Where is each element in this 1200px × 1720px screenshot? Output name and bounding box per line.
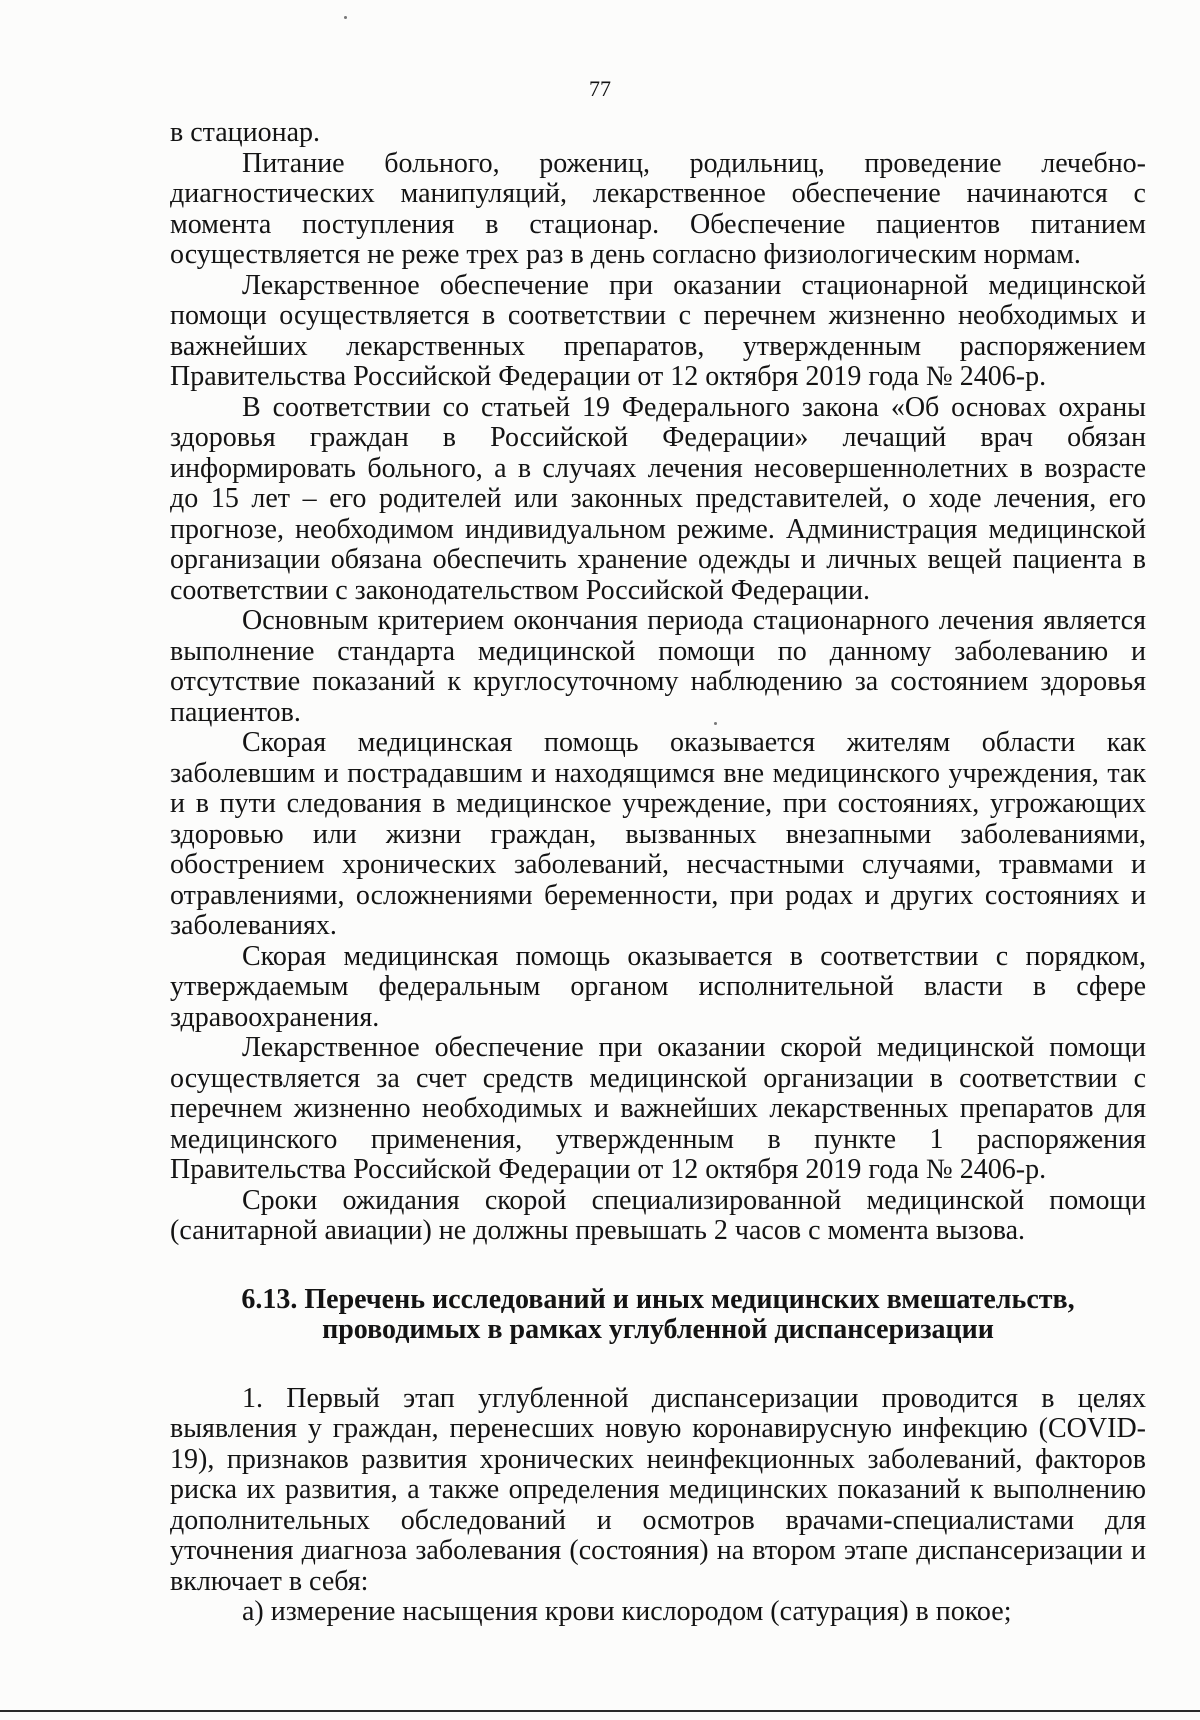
document-body [170, 118, 1146, 1628]
section-heading [170, 1285, 1146, 1346]
paragraph: Скорая медицинская помощь оказывается жителям области как заболевшим и пострадавшим и находящимся вне медицинского учреждения, так и в пути следования в медицинское учреждение, при состояниях, угрожающих здоровью или жизни граждан, вызванных внезапными заболеваниями, обострением хронических заболеваний, несчастными случаями, травмами и отравлениями, осложнениями беременности, при родах и других состояниях и заболеваниях. [170, 727, 1146, 941]
paragraph: в стационар. [170, 117, 321, 148]
page-number: 77 [589, 76, 611, 101]
paragraph: Сроки ожидания скорой специализированной медицинской помощи (санитарной авиации) не должны превышать 2 часов с момента вызова. [170, 1184, 1146, 1246]
paragraph: Питание больного, рожениц, родильниц, проведение лечебно-диагностических манипуляций, лекарственное обеспечение начинаются с момента поступления в стационар. Обеспечение пациентов питанием осуществляется не реже трех раз в день согласно физиологическим нормам. [170, 147, 1146, 270]
paragraph: В соответствии со статьей 19 Федерального закона «Об основах охраны здоровья граждан в Российской Федерации» лечащий врач обязан информировать больного, а в случаях лечения несовершеннолетних в возрасте до 15 лет – его родителей или законных представителей, о ходе лечения, его прогнозе, необходимом индивидуальном режиме. Администрация медицинской организации обязана обеспечить хранение одежды и личных вещей пациента в соответствии с законодательством Российской Федерации. [170, 391, 1146, 606]
section-heading-line: проводимых в рамках углубленной диспансеризации [322, 1314, 994, 1345]
paragraph: 1. Первый этап углубленной диспансеризации проводится в целях выявления у граждан, перенесших новую коронавирусную инфекцию (COVID-19), признаков развития хронических неинфекционных заболеваний, факторов риска их развития, а также определения медицинских показаний к выполнению дополнительных обследований и осмотров врачами-специалистами для уточнения диагноза заболевания (состояния) на втором этапе диспансеризации и включает в себя: [170, 1382, 1146, 1597]
paragraph: Скорая медицинская помощь оказывается в соответствии с порядком, утверждаемым федеральным органом исполнительной власти в сфере здравоохранения. [170, 940, 1146, 1033]
scan-speck [344, 16, 347, 19]
paragraph: Лекарственное обеспечение при оказании стационарной медицинской помощи осуществляется в соответствии с перечнем жизненно необходимых и важнейших лекарственных препаратов, утвержденным распоряжением Правительства Российской Федерации от 12 октября 2019 года № 2406-р. [170, 269, 1146, 392]
page-bottom-edge [0, 1710, 1200, 1712]
list-item: а) измерение насыщения крови кислородом (сатурация) в покое; [242, 1596, 1012, 1627]
paragraph: Лекарственное обеспечение при оказании скорой медицинской помощи осуществляется за счет средств медицинской организации в соответствии с перечнем жизненно необходимых и важнейших лекарственных препаратов для медицинского применения, утвержденным в пункте 1 распоряжения Правительства Российской Федерации от 12 октября 2019 года № 2406-р. [170, 1032, 1146, 1185]
paragraph: Основным критерием окончания периода стационарного лечения является выполнение стандарта медицинской помощи по данному заболеванию и отсутствие показаний к круглосуточному наблюдению за состоянием здоровья пациентов. [170, 605, 1146, 728]
section-heading-line: 6.13. Перечень исследований и иных медицинских вмешательств, [241, 1283, 1075, 1315]
